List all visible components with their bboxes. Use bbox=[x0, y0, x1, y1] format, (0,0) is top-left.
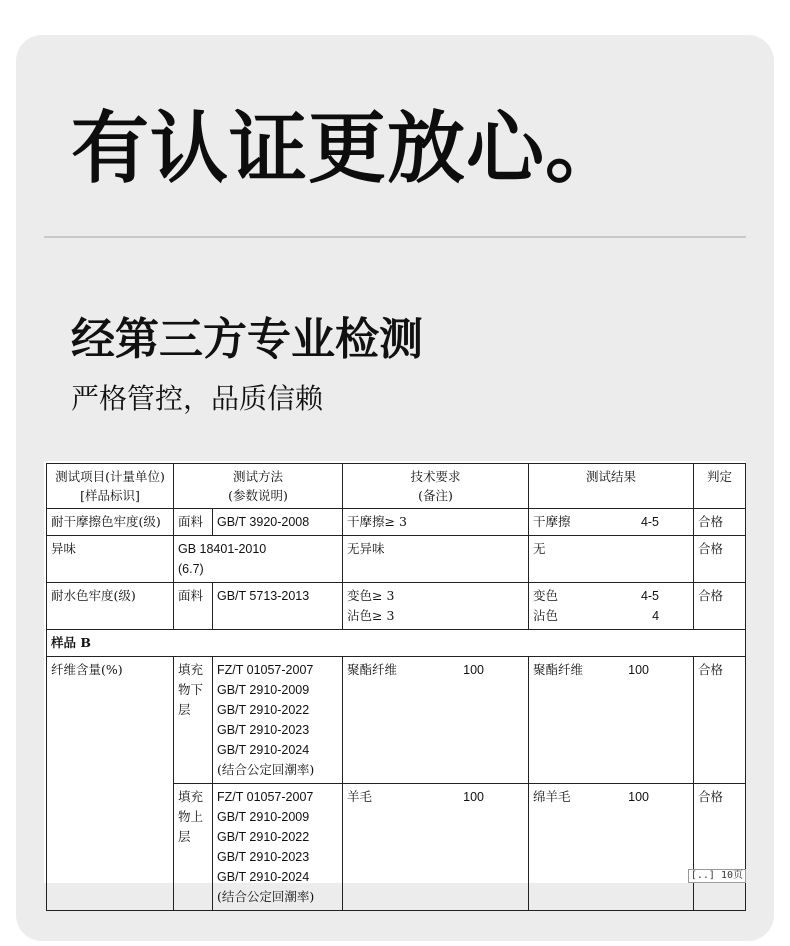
tagline: 严格管控，品质信赖 bbox=[71, 382, 324, 415]
requirement: 无异味 bbox=[343, 536, 529, 583]
test-report-image bbox=[44, 461, 746, 904]
table-row bbox=[47, 536, 746, 583]
table-header-row bbox=[47, 464, 746, 509]
test-result: 无 bbox=[529, 536, 694, 583]
requirement: 变色≥ 3 沾色≥ 3 bbox=[343, 583, 529, 630]
divider bbox=[44, 236, 746, 238]
verdict: 合格 bbox=[694, 583, 746, 630]
header-result: 测试结果 bbox=[529, 464, 694, 509]
verdict: 合格 bbox=[694, 509, 746, 536]
sample-part: 填充 物上 层 bbox=[174, 784, 213, 911]
test-item: 耐干摩擦色牢度(级) bbox=[47, 509, 174, 536]
test-report-table bbox=[46, 463, 746, 911]
requirement: 干摩擦≥ 3 bbox=[343, 509, 529, 536]
test-method: GB 18401-2010 (6.7) bbox=[174, 536, 343, 583]
table-row bbox=[47, 583, 746, 630]
header-test-method: 测试方法 (参数说明) bbox=[174, 464, 343, 509]
test-item: 异味 bbox=[47, 536, 174, 583]
verdict: 合格 bbox=[694, 784, 746, 911]
verdict: 合格 bbox=[694, 657, 746, 784]
headline: 有认证更放心。 bbox=[71, 104, 625, 194]
content-card bbox=[16, 35, 774, 941]
subheadline: 经第三方专业检测 bbox=[71, 314, 423, 365]
test-item: 耐水色牢度(级) bbox=[47, 583, 174, 630]
sample-part: 填充 物下 层 bbox=[174, 657, 213, 784]
test-result: 聚酯纤维 100 bbox=[529, 657, 694, 784]
page-stamp: [..] 10页 bbox=[688, 869, 746, 883]
sample-b-label: 样品 B bbox=[47, 630, 746, 657]
test-method: FZ/T 01057-2007 GB/T 2910-2009 GB/T 2910-2022 GB/T 2910-2023 GB/T 2910-2024 (结合公定回潮率) bbox=[213, 784, 343, 911]
test-method: GB/T 5713-2013 bbox=[213, 583, 343, 630]
sample-section-row bbox=[47, 630, 746, 657]
header-test-item: 测试项目(计量单位) [样品标识] bbox=[47, 464, 174, 509]
requirement: 羊毛 100 bbox=[343, 784, 529, 911]
verdict: 合格 bbox=[694, 536, 746, 583]
table-row bbox=[47, 657, 746, 784]
test-item: 纤维含量(%) bbox=[47, 657, 174, 911]
test-method: GB/T 3920-2008 bbox=[213, 509, 343, 536]
test-result: 干摩擦 4-5 bbox=[529, 509, 694, 536]
test-result: 变色 4-5 沾色 4 bbox=[529, 583, 694, 630]
requirement: 聚酯纤维 100 bbox=[343, 657, 529, 784]
table-row bbox=[47, 509, 746, 536]
header-requirement: 技术要求 (备注) bbox=[343, 464, 529, 509]
sample-part: 面料 bbox=[174, 509, 213, 536]
test-result: 绵羊毛 100 bbox=[529, 784, 694, 911]
header-verdict: 判定 bbox=[694, 464, 746, 509]
test-method: FZ/T 01057-2007 GB/T 2910-2009 GB/T 2910-2022 GB/T 2910-2023 GB/T 2910-2024 (结合公定回潮率) bbox=[213, 657, 343, 784]
sample-part: 面料 bbox=[174, 583, 213, 630]
